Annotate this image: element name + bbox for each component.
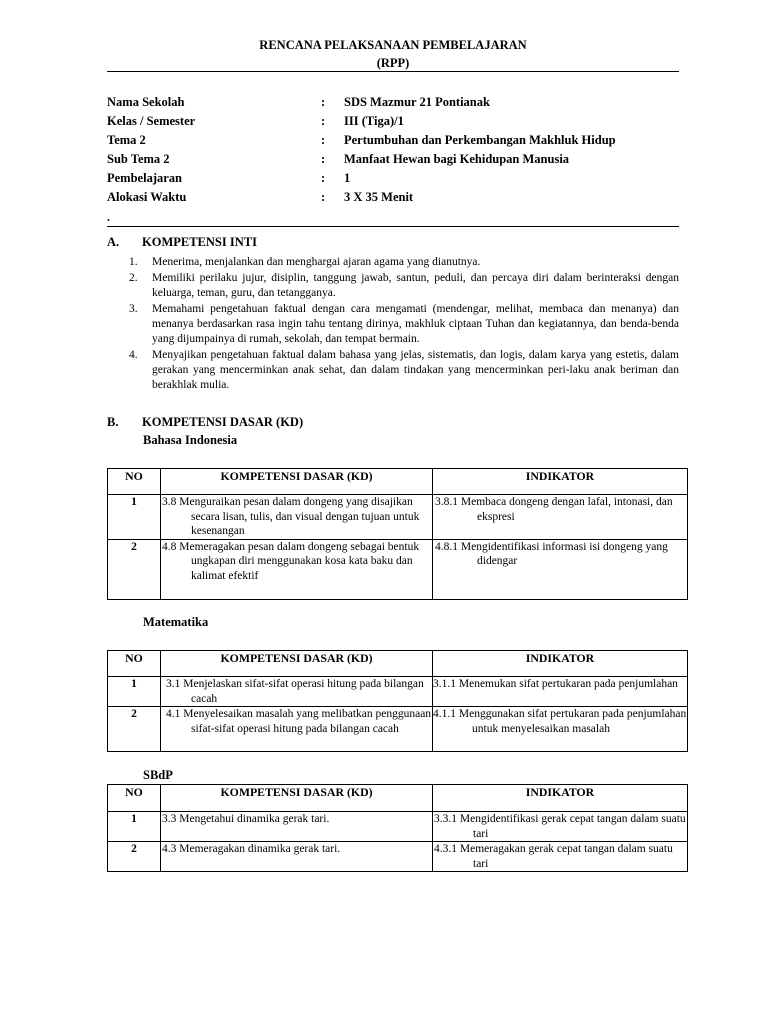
meta-value: Pertumbuhan dan Perkembangan Makhluk Hidup: [344, 133, 616, 147]
meta-label: Tema 2: [107, 133, 146, 147]
meta-row-lesson: [107, 171, 679, 190]
row-indikator-text: 4.8.1 Mengidentifikasi informasi isi dongeng yang didengar: [435, 540, 668, 567]
row-no: 2: [108, 842, 161, 872]
row-indikator-text: 3.3.1 Mengidentifikasi gerak cepat tangan dalam suatu tari: [434, 813, 686, 840]
meta-colon: :: [321, 95, 326, 109]
row-kd-text: 4.3 Memeragakan dinamika gerak tari.: [162, 843, 341, 855]
row-indikator: [433, 539, 688, 599]
list-item-text: Menyajikan pengetahuan faktual dalam bahasa yang jelas, sistematis, dan logis, dalam karya yang estetis, dalam gerakan yang mencerminkan anak sehat, dan dalam tindakan yang mencerminkan peri-laku anak beriman dan berakhlak mulia.: [152, 349, 679, 392]
kd-table-sbdp: [107, 784, 688, 872]
kd-table-bahasa-indonesia: [107, 468, 688, 600]
meta-colon: :: [321, 171, 326, 185]
row-kd: [161, 707, 433, 752]
row-indikator-text: 3.1.1 Menemukan sifat pertukaran pada penjumlahan: [433, 678, 678, 690]
table-row: [108, 842, 688, 872]
meta-colon: :: [321, 190, 326, 204]
row-indikator: [433, 842, 688, 872]
meta-label: Nama Sekolah: [107, 95, 185, 109]
row-kd: [161, 539, 433, 599]
meta-row-time: [107, 190, 679, 209]
meta-row-subtheme: [107, 152, 679, 171]
row-indikator: [433, 812, 688, 842]
row-no: 1: [108, 677, 161, 707]
header-no: NO: [108, 785, 161, 812]
list-item: [107, 255, 679, 270]
header-indikator: INDIKATOR: [433, 651, 688, 677]
meta-dot: .: [107, 210, 110, 224]
meta-colon: :: [321, 152, 326, 166]
list-item-number: 2.: [129, 271, 138, 284]
row-no: 1: [108, 495, 161, 540]
meta-row-school: [107, 95, 679, 114]
list-item: [107, 271, 679, 301]
row-kd-text: 4.8 Memeragakan pesan dalam dongeng sebagai bentuk ungkapan diri menggunakan kosa kata baku dan kalimat efektif: [162, 540, 420, 582]
header-indikator: INDIKATOR: [433, 785, 688, 812]
subject-title: Matematika: [143, 615, 209, 629]
header-no: NO: [108, 469, 161, 495]
section-b-letter: B.: [107, 415, 119, 429]
header-kd: KOMPETENSI DASAR (KD): [161, 785, 433, 812]
kompetensi-inti-list: [107, 255, 679, 394]
meta-rule: [107, 226, 679, 227]
list-item-number: 4.: [129, 349, 138, 361]
list-item-number: 3.: [129, 302, 138, 315]
table-row: [108, 539, 688, 599]
section-a-letter: A.: [107, 235, 120, 249]
meta-colon: :: [321, 133, 326, 147]
meta-value: SDS Mazmur 21 Pontianak: [344, 95, 490, 109]
list-item-number: 1.: [129, 256, 138, 268]
subject-title: SBdP: [143, 768, 173, 782]
section-b-title: KOMPETENSI DASAR (KD): [142, 415, 304, 429]
meta-row-class: [107, 114, 679, 133]
meta-label: Sub Tema 2: [107, 152, 170, 166]
row-indikator-text: 3.8.1 Membaca dongeng dengan lafal, intonasi, dan ekspresi: [435, 496, 673, 523]
meta-label: Kelas / Semester: [107, 114, 196, 128]
row-indikator-text: 4.1.1 Menggunakan sifat pertukaran pada penjumlahan untuk menyelesaikan masalah: [433, 708, 687, 735]
table-row: [108, 812, 688, 842]
meta-row-theme: [107, 133, 679, 152]
meta-value: 3 X 35 Menit: [344, 190, 414, 204]
document-subtitle: (RPP): [376, 56, 410, 70]
list-item: [107, 348, 679, 394]
table-row: [108, 677, 688, 707]
kd-table-matematika: [107, 650, 688, 752]
meta-label: Pembelajaran: [107, 171, 182, 185]
row-kd: [161, 842, 433, 872]
row-indikator: [433, 707, 688, 752]
meta-value: Manfaat Hewan bagi Kehidupan Manusia: [344, 152, 570, 166]
row-kd-text: 4.1 Menyelesaikan masalah yang melibatkan penggunaan sifat-sifat operasi hitung pada bilangan cacah: [166, 708, 432, 735]
header-no: NO: [108, 651, 161, 677]
header-kd: KOMPETENSI DASAR (KD): [161, 651, 433, 677]
meta-colon: :: [321, 114, 326, 128]
row-kd-text: 3.8 Menguraikan pesan dalam dongeng yang disajikan secara lisan, tulis, dan visual dengan tujuan untuk kesenangan: [162, 496, 420, 537]
table-row: [108, 707, 688, 752]
list-item: [107, 302, 679, 348]
header-kd: KOMPETENSI DASAR (KD): [161, 469, 433, 495]
list-item-text: Memahami pengetahuan faktual dengan cara mengamati (mendengar, melihat, membaca dan menanya) dan menanya berdasarkan rasa ingin tahu tentang dirinya, makhluk ciptaan Tuhan dan kegiatannya, dan benda-benda yang dijumpainya di rumah, sekolah, dan tempat bermain.: [152, 302, 679, 346]
section-a-title: KOMPETENSI INTI: [142, 235, 257, 249]
table-row: [108, 495, 688, 540]
meta-label: Alokasi Waktu: [107, 190, 187, 204]
row-kd: [161, 677, 433, 707]
row-kd-text: 3.1 Menjelaskan sifat-sifat operasi hitung pada bilangan cacah: [166, 678, 424, 705]
row-kd: [161, 812, 433, 842]
header-indikator: INDIKATOR: [433, 469, 688, 495]
meta-value: 1: [344, 171, 351, 185]
row-indikator: [433, 495, 688, 540]
row-no: 2: [108, 539, 161, 599]
list-item-text: Menerima, menjalankan dan menghargai ajaran agama yang dianutnya.: [152, 256, 481, 268]
meta-value: III (Tiga)/1: [344, 114, 404, 128]
row-indikator: [433, 677, 688, 707]
top-rule: [107, 71, 679, 72]
subject-title: Bahasa Indonesia: [143, 433, 238, 447]
row-indikator-text: 4.3.1 Memeragakan gerak cepat tangan dalam suatu tari: [434, 843, 673, 870]
list-item-text: Memiliki perilaku jujur, disiplin, tanggung jawab, santun, peduli, dan percaya diri dalam berinteraksi dengan keluarga, teman, guru, dan tetangganya.: [152, 271, 679, 299]
row-kd-text: 3.3 Mengetahui dinamika gerak tari.: [162, 813, 330, 825]
row-kd: [161, 495, 433, 540]
row-no: 2: [108, 707, 161, 752]
row-no: 1: [108, 812, 161, 842]
document-title: RENCANA PELAKSANAAN PEMBELAJARAN: [259, 38, 527, 52]
